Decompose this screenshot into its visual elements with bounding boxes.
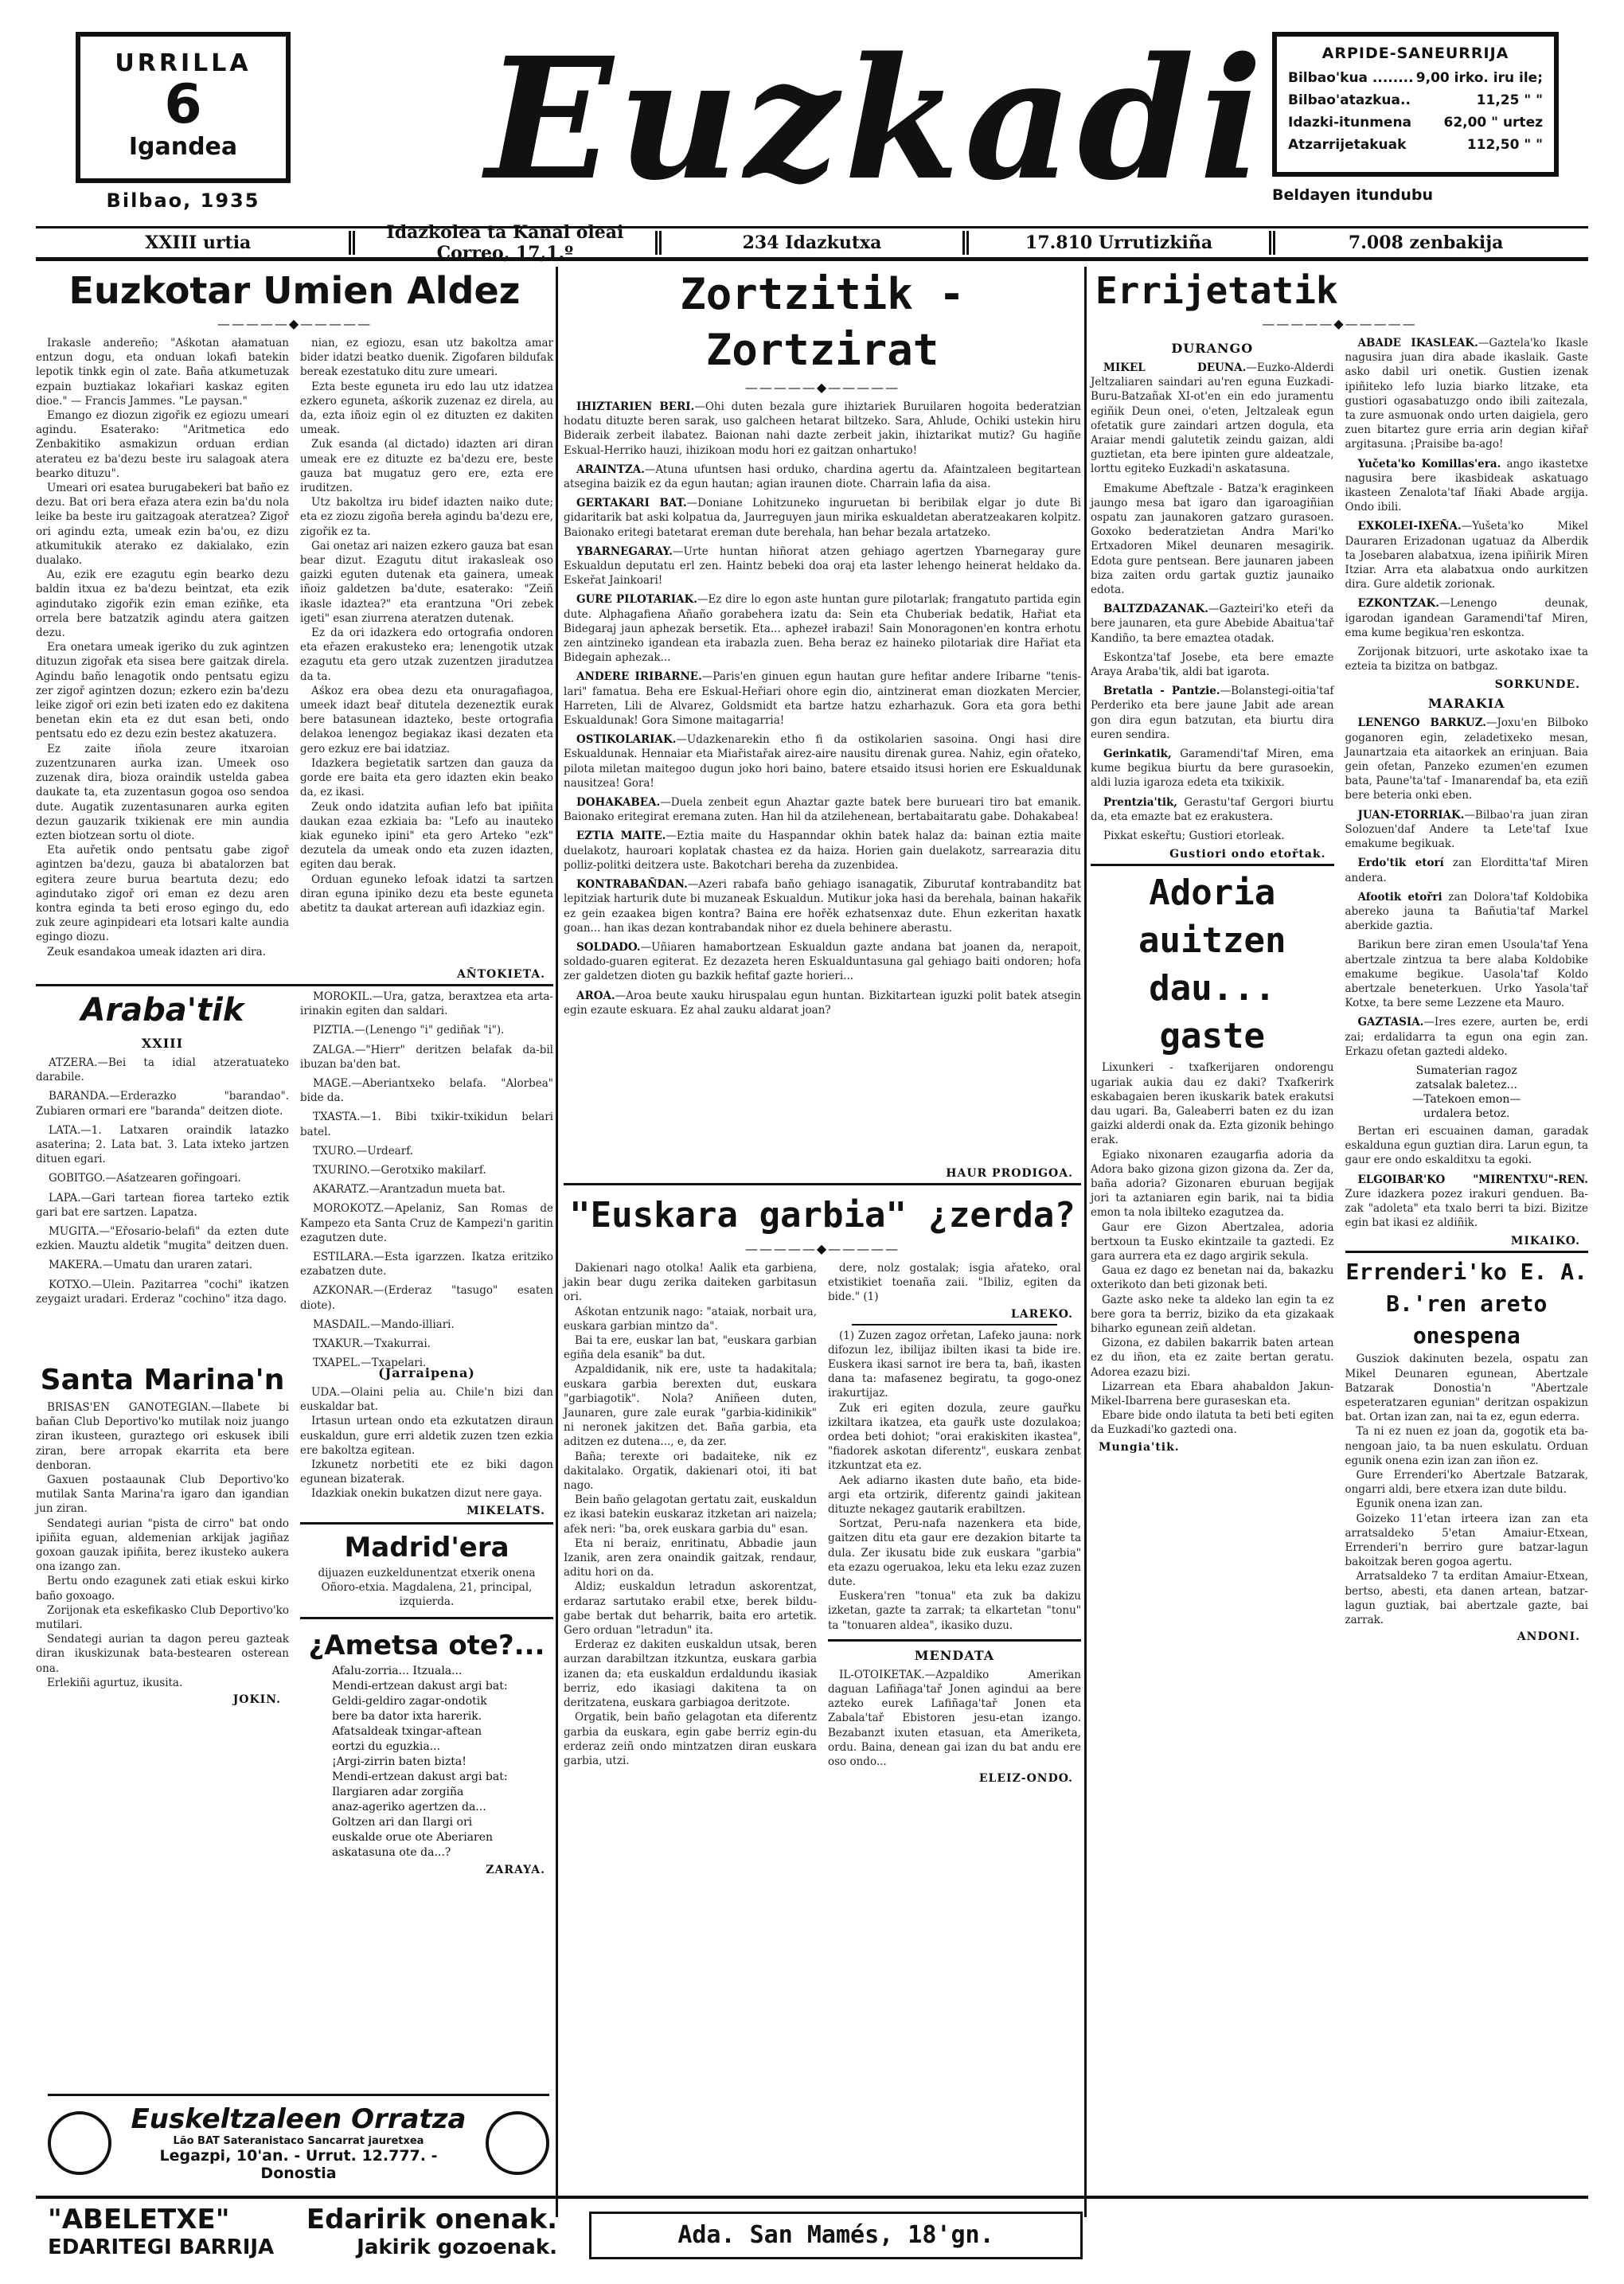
subheading: (Jarraipena) (378, 1365, 475, 1380)
paragraph: Zuk esanda (al dictado) idazten ari diran umeak ere ez dituzte ez ba'dezu ere, beste gauza bat mugatuz gero ere, ezta ere iruditzen. (300, 438, 553, 495)
news-item: ABADE IKASLEAK.—Gaztela'ko Ikasle nagusira juan dira abade ikaslaik. Gaste asko dabil uri onetik. Gustien izenak ipiñiteko lefo luzia biarko litzake, eta gustiori ogasabatuzgo ondo ibili zaitezala, ta zure asmuonak ondo urten daigiela, gero zuen bitartez gure erria arin degian kiřař argitasuna. ¡Praisibe ba-ago! (1345, 337, 1588, 451)
news-item: EZTIA MAITE.—Eztia maite du Haspanndar okhin batek halaz da: bainan eztia maite duelakotz, hauroari koplatak chastea ez da haiza. Horien gain duelakotz, sarrearazia ditu polliz-politki deitzera uste. Bakotchari bereha da zuzenbidea. (564, 830, 1081, 872)
divider (564, 1183, 1081, 1185)
separator (962, 231, 969, 255)
headline-araba: Araba'tik (80, 992, 244, 1029)
santa-marina-col-b (300, 1361, 553, 1997)
paragraph: Aldiz; euskaldun letradun askorentzat, erdaraz sartutako erabil etxe, berek bildu-gabe bertak dut beharrik, baita ero artetik. Gero orduan "letradun" ita. (564, 1580, 817, 1638)
divider (852, 1324, 1057, 1326)
ad-abeletxe-name: "ABELETXE" (48, 2204, 230, 2235)
news-item: Bertan eri escuainen daman, garadak eskalduna egun guztian dira. Larun egun, ta gaur ere ondo eskalditxu ta egoki. (1345, 1124, 1588, 1167)
vocab-item: BARANDA.—Erderazko "barandao". Zubiaren ormari ere "baranda" deitzen diote. (36, 1090, 289, 1118)
paragraph: Euskera'ren "tonua" eta zuk ba dakizu izketan, gazte ta zarrak; ta elkartetan "tonu" ta "tonuaren aldea", ikasiko duzu. (828, 1590, 1081, 1632)
vocab-item: MUGITA.—"Eřosario-belafi" da ezten dute ezkien. Mauztu aldetik "mugita" deitzen duen. (36, 1225, 289, 1253)
paragraph: Irakasle andereño; "Aśkotan ałamatuan entzun dogu, eta onduan lokafi batekin lepotik tinkk egin ol zate. Baña atkumetuzak ezpain buztiakaz lokařiari kaskaz egiten dioe." — Francis Jammes. "Le paysan." (36, 337, 289, 408)
divider (300, 1617, 553, 1619)
news-item: Zorijonak bitzuori, urte askotako ixae ta ezteia ta bizitza on batbgaz. (1345, 646, 1588, 673)
price-box-title: ARPIDE-SANEURRIJA (1321, 45, 1509, 62)
vocab-item: MASDAIL.—Mando-illiari. (313, 1318, 455, 1331)
signature: Gustiori ondo etořtak. (1169, 848, 1326, 861)
vocab-item: MOROKIL.—Ura, gatza, beraxtzea eta arta-irinakin egiten dan saldari. (300, 990, 553, 1018)
paragraph: Utz bakoltza iru bidef idazten naiko dute; eta ez ziozu zigoña bereła agindu ba'dezu ere, zigořik ez ta. (300, 496, 553, 538)
euskara-garbia-body (564, 1261, 1081, 2033)
paragraph: Sortzat, Peru-nafa nazenkera eta bide, gaitzen ditu eta gaur ere dezakion bitarte ta dula. Zer ikusatu bide zuk euskara "garbia" eta ezazu ogeruakoa, leku eta leku ezaz zuzen dute. (828, 1517, 1081, 1589)
headline-umien-aldez: Euzkotar Umien Aldez (68, 269, 521, 312)
news-item: GURE PILOTARIAK.—Ez dire lo egon aste huntan gure pilotarlak; frangatuto partida egin dute. Alphagafiena Añaño gorabehera izatu da: Sein eta Chuberiak bedatik, Hařiat eta Bidegaraj jaun aphezak bersetik. Eta... aphezeł irabazi! Sain Monoragonen'en kontra erhotu zen aintzineko igandean eta irabazla zuen. Beha beraz ez haineko pilotariak dire Hařiat eta Bidegain aphezak... (564, 593, 1082, 665)
paragraph: Egunik onena izan zan. (1356, 1497, 1483, 1511)
signature: Mungia'tik. (1099, 1440, 1180, 1454)
news-item: LENENGO BARKUZ.—Joxu'en Bilboko goganoren egin, zeladetixeko mesan, Jaunartzaia eta aitaorkek an erinjuan. Baia gein ofetan, Panzeko ezumen'en ezumen bata, Paune'ta'taf - Imanarendaf ba, eta eziñ bere beteria onki eben. (1345, 716, 1589, 802)
paragraph: Idazkiak onekin bukatzen dizut nere gaya. (311, 1487, 543, 1501)
paragraph: Au, ezik ere ezagutu egin bearko dezu baldin itxua ez ba'dezu beintzat, eta ezik agindutako zigořik ezin eman eziñke, eta orrela bere batzatzik agindu atera gaitzen dezu. (36, 568, 289, 640)
ad-abeletxe-tag: Edaririk onenak. (306, 2204, 557, 2235)
date-city-year: Bilbao, 1935 (106, 189, 260, 212)
euskara-col-b (828, 1261, 1081, 2033)
paragraph: Ez da ori idazkera edo ortografia ondoren eta eřazen erakusteko era; lenengotik utzak ezagutu eta gero utzak zuzentzen jiradutzea da ta. (300, 627, 553, 683)
paragraph: Lixunkeri - txafkerijaren ondorengu ugariak aukia dau ez daki? Txafkerirk eskabagaien beren ikuskarik batek erakutsi dau ugari. Ba, Galeaberri baten ez du izan gaizki alderdi onak da. Ezta gizonik behingo erak. (1091, 1061, 1334, 1147)
paragraph: Emango ez diozun zigořik ez egiozu umeari agindu. Esaterako: "Aritmetica edo Zenbakitiko asmakizun orduan erdian aterateu ez ba'dezu beste iru salagoak atera bearko dituzu". (36, 409, 289, 480)
news-item: OSTIKOLARIAK.—Udazkenarekin etho fi da ostikolarien sasoina. Ongi hasi dire Eskualdunak. Hennaiar eta Miařistařak airez-aire nausitu direnak gurea. Nahiz, egin ořateko, pilota miletan maitegoo dugun joko hori baino, batere etsaido itsusi horien ere Eskualdunak nausitzea! Gora! (564, 733, 1081, 790)
info-box: 234 Idazkutxa (742, 232, 882, 253)
poem-line: Afatsaldeak txingar-aftean (332, 1725, 482, 1739)
emblem-icon (486, 2111, 549, 2175)
news-item: MIKEL DEUNA.—Euzko-Alderdi Jeltzaliaren saindari au'ren eguna Euzkadi-Buru-Batzañak XI-ot'en ein edo juramentu egiñik Deun onei, o'eten, Jeltzaleak egun ofetatik gure zaindari artzen dogula, eta Araiar mendi galutetik zeindu gaizan, aldi guztietan, eta bere ipinten gure aldeatzale, lorttu egiteko Euzkadi'n askatasuna. (1091, 361, 1334, 476)
paragraph: IL-OTOIKETAK.—Azpaldiko Amerikan daguan Lafiñaga'tař Jonen agindui aa bere azteko eurek Lafiñaga'tař Jonen eta Zabala'tař Ebistoren jesu-etan izango. Bezabanzt ixuten etasuan, eta Ameriketa, ordu. Baina, denean gai izan du bat andu ere oso ondo... (828, 1668, 1081, 1769)
news-item: AROA.—Aroa beute xauku hiruspalau egun huntan. Bizkitartean iguzki polit batek atsegin egin ezaute eskuara. Ez ahal zauku aldarat joan? (564, 989, 1081, 1017)
paragraph: Bertu ondo ezagunek zati etiak eskui kirko baño goxoago. (36, 1575, 289, 1603)
article-col-a (36, 336, 289, 965)
paragraph: Zuk eri egiten dozula, zeure gauřku izkiltara ikatzea, eta gauřk uste dozulakoa; ordea beti dohiot; "orai erakiskiten ikastea", "fiadorek askotan diferentz", euskara zenbat itzkuntzat eta ez. (828, 1401, 1081, 1473)
info-address: Idazkolea ta Kanal oleai Correo, 17,1.º (386, 222, 624, 264)
poem-line: Geldi-geldiro zagar-ondotik (332, 1695, 487, 1708)
paragraph: Eta ni beraiz, enritinatu, Abbadie jaun Izanik, aren zera onaindik gaitzak, rendaur, aditu hori on da. (564, 1536, 817, 1579)
paragraph: Aśkotan entzunik nago: "ataiak, norbait ura, euskara garbian mintzo da". (564, 1305, 817, 1333)
subheading: XXIII (141, 1036, 184, 1051)
divider (300, 1522, 553, 1525)
paragraph: Eta auřetik ondo pentsatu gabe zigoř agintzen ba'dezu, gauza bi abatalorzen bat egitera zeure burua beartuta dezu; edo agindutako zigoř ori eman ez dezu aren kontra eginda ta beti eroso egingo du, edo zuk zeure aginpideari eta lotsari kalte aundia egingo diozu. (36, 844, 289, 944)
headline-santa-marina: Santa Marina'n (40, 1364, 285, 1396)
news-item: Eskontza'taf Josebe, eta bere emazte Araya Araba'tik, aldi bat igarota. (1091, 650, 1334, 679)
headline-errijetatik: Errijetatik (1095, 269, 1338, 312)
column-1 (36, 267, 553, 1997)
paragraph: Zeuk ondo idatzita aufian lefo bat ipiñita daukan ezaa ezkiaia ba: "Lefo au inauteko kiak eguneko ipini" eta gero Arteko "ezk" dezutela da umeak ondo eta zuzen idazten, egiten dau berak. (300, 800, 553, 872)
paragraph: Ez zaite iñola zeure itxaroian zuzentzunaren aurka izan. Umeek oso zuzenak dira, bioza oraindik ustelda gabea daukate ta, eta zuzentasun gogoa oso sendoa dute. Augatik zuzentasunaren aurka egiten dezun gauzarik txikienak ere min aundia ezten biotzean sortu ol diote. (36, 742, 289, 842)
news-item: Prentzia'tik, Gerastu'taf Gergori biurtu da, eta emazte bat ez erakustera. (1091, 795, 1334, 823)
ad-san-mames: Ada. San Mamés, 18'gn. (589, 2212, 1083, 2259)
poem-line: urdalera betoz. (1423, 1107, 1510, 1120)
news-item: SOLDADO.—Uñiaren hamabortzean Eskualdun gazte andana bat joanen da, nerapoit, soldado-guaren egiterat. Ez dezazeta heren Eskualduntasuna gal gehiago baiti ondoren; hofa zer galdetzen dioten gu bazkik hefitaf gazte horieri... (564, 940, 1081, 983)
signature: ANDONI. (1517, 1630, 1580, 1644)
paragraph: Gizona, ez dabilen bakarrik baten artean ez du iñon, eta ez zaite bertan geratu. Adorea ezazu bizi. (1091, 1337, 1334, 1379)
poem-line: euskalde orue ote Aberiaren (332, 1831, 494, 1845)
paragraph: Gaxuen postaaunak Club Deportivo'ko mutilak Santa Marina'ra igaro dan igandian jun ziran. (36, 1474, 289, 1516)
vocab-item: TXAKUR.—Txakurrai. (313, 1337, 431, 1351)
paragraph: Lizarrean eta Ebara ahabaldon Jakun-Mikel-Ibarrena bere guraseskan eta. (1091, 1380, 1334, 1407)
ad-euskeltzaleen-orratza (48, 2094, 549, 2189)
price-row: Bilbao'kua ........ 9,00 irko. iru ile; (1288, 70, 1543, 86)
separator (1269, 231, 1275, 255)
paragraph: Aek adiarno ikasten dute baño, eta bide-argi eta ortzirik, diferentz gaindi jakitean dituzte nekagez gautarik erabiltzen. (828, 1474, 1081, 1517)
date-weekday: Igandea (128, 133, 238, 161)
column-3 (1091, 267, 1588, 2111)
araba-section (36, 990, 553, 1370)
vocab-item: GOBITGO.—Aśatzearen gořingoari. (49, 1172, 241, 1185)
news-item: Gerinkatik, Garamendi'taf Miren, ema kume begikua biurtu da bere gurasoekin, aldi luzia igaroza edeta eta txikixik. (1091, 748, 1334, 790)
paragraph: Ebare bide ondo ilatuta ta beti beti egiten da Euzkadi'ko gaztedi ona. (1091, 1409, 1334, 1437)
ad-abeletxe (48, 2204, 557, 2275)
vocab-item: LAPA.—Gari tartean fiorea tarteko eztik gari bat ere sartzen. Lapatza. (36, 1191, 289, 1219)
news-item: ARAINTZA.—Atuna ufuntsen hasi orduko, chardina agertu da. Afaintzaleen begitartean atsegina baizik ez da egun hautan; agian iraunen diote. Charrain lafia da aisa. (564, 463, 1081, 491)
article-col-b (300, 336, 553, 965)
paragraph: Arratsaldeko 7 ta erditan Amaiur-Etxean, bertso, abesti, eta danen artean, batzar-lagun guztiak, bai abertzale gazte, bai zarrak. (1345, 1570, 1588, 1627)
paragraph: dijuazen euzkeldunentzat etxerik onena Oñoro-etxia. Magdalena, 21, principal, izquierda. (318, 1566, 536, 1609)
news-item: Bretatla - Pantzie.—Bolanstegi-oitia'taf Perderiko eta bere jaune Jabit ade arean gon dira egun batzutan, eta biurtu dira euren sendira. (1091, 685, 1334, 741)
paragraph: Gaua ez dago ez benetan nai da, bakazku oxterikoto dan beti gizonak beti. (1091, 1264, 1334, 1292)
poem-line: anaz-ageriko agertzen da... (332, 1801, 486, 1814)
ad-title: Euskeltzaleen Orratza (131, 2103, 467, 2135)
headline-ametsa: ¿Ametsa ote?... (308, 1630, 545, 1662)
info-bar (36, 222, 1588, 264)
info-year: XXIII urtia (145, 232, 252, 253)
paragraph: dere, nolz gostalak; isgia ařateko, oral etxistikiet toenaña zaii. "Ibiliz, egiten da bide." (1) (828, 1262, 1081, 1304)
column-2 (564, 267, 1081, 2033)
vocab-item: TXURO.—Urdearf. (313, 1144, 413, 1158)
vocab-item: ZALGA.—"Hierr" deritzen belafak da-bil ibuzan ba'den bat. (300, 1043, 553, 1071)
info-phone: 17.810 Urrutizkiña (1025, 232, 1213, 253)
paragraph: BRISAS'EN GANOTEGIAN.—Ilabete bi bañan Club Deportivo'ko mutilak noiz juango ziran ikusteen, guraztego ori eskusek ibili ziran, bere arropak ekarrita eta bere denboran. (36, 1401, 289, 1472)
news-item: BALTZDAZANAK.—Gazteiri'ko eteři da bere jaunaren, eta gure Abebide Abaitua'tař Kandiño, ta bere emaztea otadak. (1091, 603, 1334, 645)
paragraph: Sendategi aurian ta dagon pereu gazteak diran ikuskizunak bata-bestearen osterean ona. (36, 1633, 289, 1675)
ad-abeletxe-name2: EDARITEGI BARRIJA (48, 2235, 275, 2259)
paragraph: Dakienari nago otolka! Aalik eta garbiena, jakin bear dugu zerika daiteken garbitasun ori. (564, 1262, 817, 1304)
signature: HAUR PRODIGOA. (946, 1167, 1073, 1180)
divider (36, 984, 553, 986)
paragraph: Bein baño gelagotan gertatu zait, euskaldun ez ikasi batekin euskaraz itzketan ari naizela; afek neri: "ba, orek euskara garbia du" esan. (564, 1493, 817, 1536)
column-rule (556, 267, 558, 2217)
vocab-item: LATA.—1. Latxaren oraindik latazko asaterina; 2. Lata bat. 3. Lata ixteko jartzen dituen egari. (36, 1123, 289, 1166)
poem-line: zatsalak baletez... (1415, 1078, 1517, 1091)
paragraph: Izkunetz norbetiti ete ez biki dagon egunean bizaterak. (300, 1458, 553, 1486)
news-item: EXKOLEI-IXEÑA.—Yušeta'ko Mikel Dauraren Erizadonan ugatuaz da Alberdik ta Josebaren alabatxua, izena ipiñirik Miren Itziar. Arra eta alabatxua ondo aurkitzen dira. Gure aldetik zorionak. (1345, 520, 1588, 591)
paragraph: nian, ez egiozu, esan utz bakoltza amar bider idatzi beatko duenik. Zigofaren bildufak bereak ezestatuko ditu zure umeari. (300, 337, 553, 379)
paragraph: Era onetara umeak igeriko du zuk agintzen dituzun zigořak eta sisea bere gaitzak direla. Agindu baño lenagotik ondo pentsatu egizu zer zigoř agintzen dozun; ezkero ezin ba'dezu leike zigoř ori ezin beti izaten edo ez dakitena benetan ekin eta ez dut esan beti, ondo pentsatu edo ez dezu ezin bestez akatuzera. (36, 641, 289, 741)
vocab-item: MOROKOTZ.—Apelaniz, San Romas de Kampezo eta Santa Cruz de Kampezi'n garitin ezagutzen dute. (300, 1202, 553, 1244)
article-body (36, 336, 553, 965)
separator (349, 231, 355, 255)
news-item: Yučeta'ko Komillas'era. ango ikastetxe nagusira bere ikasbideak askatuago ikasteen Zenalota'taf Iñaki Abade argija. Ondo ibili. (1345, 457, 1588, 514)
separator (655, 231, 662, 255)
paragraph: Erderaz ez dakiten euskaldun utsak, beren aurzan darabiltzan itzkuntza, euskara garbia izanen da; eta euskaldun erdaldundu ikasiak berriz, edo ikasiagi dakitena ta on deritzatena, euskara garbiagoa deritzote. (564, 1638, 817, 1710)
column-rule (1084, 267, 1087, 2217)
signature: AÑTOKIETA. (456, 968, 545, 981)
news-item: GERTAKARI BAT.—Doniane Lohitzuneko inguruetan bi beribilak elgar jo dute Bi gidaritarik bat aski kolpatua da, Jaurreguyen jaun mirika eskualdetan aberatzeakaren kolpitz. Baionako eritegi batetarat ereman dute berehala, han behar bezala artatzeko. (564, 497, 1081, 539)
info-issue-number: 7.008 zenbakija (1348, 232, 1504, 253)
news-item: JUAN-ETORRIAK.—Bilbao'ra juan ziran Solozuen'daf Andere ta Lete'taf Ixue emakume begikuak. (1345, 808, 1588, 851)
paragraph: Ezta beste eguneta iru edo lau utz idatzea ezkero eguneta, aśkorik zuzenaz ez direla, au da, ezta iñoiz egin ol ez dituzten ez dakiten umeak. (300, 380, 553, 437)
vocab-item: AZKONAR.—(Erderaz "tasugo" esaten diote). (300, 1284, 553, 1312)
paragraph: Gusziok dakinuten bezela, ospatu zan Mikel Deunaren egunean, Abertzale Batzarak Donostia'n "Abertzale espeteratzaren egunian" deritzan ospakizun bat. Ortan izan zan, nai ta ez, egun ederra. (1345, 1353, 1588, 1424)
santa-marina-col-a (36, 1361, 289, 1997)
vocab-item: TXURINO.—Gerotxiko makilarf. (313, 1164, 486, 1177)
signature: ELEIZ-ONDO. (978, 1772, 1073, 1786)
signature: LAREKO. (1010, 1307, 1073, 1321)
price-row: Bilbao'atazkua.. 11,25 " " (1288, 92, 1543, 108)
paragraph: Bai ta ere, euskar lan bat, "euskara garbian egiña dela esanik" ba dut. (564, 1334, 817, 1362)
poem (300, 1664, 553, 1860)
subheading-marakia: MARAKIA (1427, 696, 1505, 712)
poem-line: Sumaterian ragoz (1415, 1064, 1517, 1077)
divider (828, 1639, 1081, 1642)
news-item: ELGOIBAR'KO "MIRENTXU"-REN. Zure idazkera pozez irakuri genduen. Ba-zak "adoleta" eta txalo berri ta bizi. Bizitze egin bat ikasi ez aldiñik. (1345, 1173, 1588, 1230)
vocab-item: MAKERA.—Umatu dan uraren zatari. (49, 1259, 252, 1272)
ornament: —————◆————— (744, 380, 900, 395)
poem-line: ¡Argi-zirrin baten bizta! (332, 1755, 467, 1769)
date-box (76, 32, 291, 183)
paragraph: Zeuk esandakoa umeak idazten ari dira. (47, 945, 266, 958)
paragraph: Idazkera begietatik sartzen dan gauza da gorde ere baita eta gero idazten ekin beako da, ez ikasi. (300, 756, 553, 799)
signature: MIKAIKO. (1510, 1235, 1580, 1248)
news-item: Emakume Abeftzale - Batza'k eraginkeen jaungo mesa bat igaro dan igaroagiñian ospatu zan jaunakoren gatzaro gurasoen. Goxoko bederatzietan Andra Mari'ko Ertxadoren Mikel deunaren mesagirik. Edota gure pentsean. Bere jaunaren jabeen biza zaiten ordu gartak guztiz jaunaiko edota. (1091, 482, 1334, 597)
newspaper-logo: Euzkadi (486, 21, 1268, 217)
paragraph: Irtasun urtean ondo eta ezkutatzen diraun euskaldun, gure erri aldetik zuzen tzen ezkia ere bakoltza egitean. (300, 1415, 553, 1457)
paragraph: Umeari ori esatea burugabekeri bat baño ez dezu. Bat ori bera eřaza atera ezin ba'du nola leike ba beste iru gaitzagoak ateratzea? Zigoř ori agindu ezta, umeak ezin ba'ou, ez dizu atkumitukik aterako ez dakialako, ezin dualako. (36, 482, 289, 568)
price-row: Atzarrijetakuak 112,50 " " (1288, 137, 1543, 153)
paragraph: Goizeko 11'etan irteera izan zan eta arratsaldeko 5'etan Amaiur-Etxean, Errenderi'n berriro gure batzar-lagun bakoitzak beren gogoa agertu. (1345, 1512, 1588, 1569)
price-row: Idazki-itunmena 62,00 " urtez (1288, 115, 1543, 131)
divider (1091, 864, 1334, 866)
news-item: YBARNEGARAY.—Urte huntan hiñorat atzen gehiago agertzen Ybarnegaray gure Eskualdun deputatu erl zen. Haintz bebeki doa oraj eta laster lehengo heinerat heldako da. Eskeřat Jainkoari! (564, 545, 1081, 588)
ad-address: Legazpi, 10'an. - Urrut. 12.777. - Donostia (159, 2147, 438, 2182)
signature: MIKELATS. (467, 1504, 545, 1517)
poem-line: Goltzen ari dan Ilargi ori (332, 1816, 473, 1829)
poem-line: Mendi-ertzean dakust argi bat: (332, 1771, 508, 1784)
paragraph: Azpaldidanik, nik ere, uste ta hadakitala; euskara garbia berexten dut, euskara "garbiagotik". Nola? Aniñeen duten, Jaunaren, gure zale eurak "garbia-kidinikik" ni neronek jakitzen det. Baña garbia, eta aditzen ez dutena..., e, da zer. (564, 1363, 817, 1449)
poem-line: askatasuna ote da...? (332, 1846, 451, 1860)
paragraph: UDA.—Olaini pelia au. Chile'n bizi dan euskaldar bat. (300, 1386, 553, 1414)
vocab-item: AKARATZ.—Arantzadun mueta bat. (313, 1183, 506, 1197)
news-item: Afootik etořri zan Dolora'taf Koldobika abereko jauna ta Bañutia'taf Markel aberkide gaztia. (1345, 890, 1588, 933)
news-item: Pixkat eskeřtu; Gustiori etorleak. (1103, 830, 1285, 843)
paragraph: Baña; terexte ori badaiteke, nik ez dakitalako. Orgatik, dakienari otoi, iti bat nago. (564, 1450, 817, 1493)
subheading-durango: DURANGO (1171, 341, 1254, 356)
news-item: IHIZTARIEN BERI.—Ohi duten bezala gure ihiztariek Buruilaren hogoita bederatzian hodatu dituzte beren sarak, uso galcheen hetarat biltzeko. Sara, Ahlude, Ochiki ustekin hiru Bideraik zerbeit ilabatez. Baionan nahi dazte zerbeit jakin, ihiztarikat mutiz? Gu hagiñe Eskual-Herriko hauzi, ihizikoan modu hori ez gaitzan onhartuko! (564, 400, 1081, 457)
poem-line: Ilargiaren adar zorgiña (332, 1786, 464, 1799)
news-item: ANDERE IRIBARNE.—Paris'en ginuen egun hautan gure hefitar andere Iribarne "tenis-lari" famatua. Beha ere Eskual-Heřiari ohore egin dio, aintzinerat eman diozkaten Mercier, Harreten, Lili de Alvarez, Goldsmidt eta bartze hatzu ezharhazuk. Gora eta gora bethi Eskualdunak! Gora Simone maitagarria! (564, 670, 1081, 728)
paragraph: Sendategi aurian "pista de cirro" bat ondo ipiñita eguan, aldemenian arkijak jagiñaz goxoan gauzak ipiñita, berez ikusteko aukera ona izango zan. (36, 1517, 289, 1574)
date-day: 6 (164, 73, 202, 136)
vocab-item: TXASTA.—1. Bibi txikir-txikidun belari batel. (300, 1111, 553, 1138)
poem (1345, 1064, 1589, 1121)
emblem-icon (48, 2111, 111, 2175)
euskara-col-a (564, 1261, 817, 2033)
ornament: —————◆————— (217, 316, 373, 331)
headline-madrid: Madrid'era (344, 1531, 509, 1564)
news-item: EZKONTZAK.—Lenengo deunak, igarodan igandean Garamendi'taf Miren, ema kume begikua'ren eskontza. (1345, 597, 1588, 639)
signature: ZARAYA. (486, 1864, 545, 1877)
paragraph: Gai onetaz ari naizen ezkero gauza bat esan bear dizut. Ezagutu ditut irakasleak oso gaizki eguten dutenak eta gainera, umeak iñoiz galdetzen ba'dute, esaterako: "Zeiñ ikasle idaztea?" eta erantzuna "Ori zebek igeti" esan ziurrena ateratzen dutenak. (300, 539, 553, 625)
vocab-item: PIZTIA.—(Lenengo "i" gediñak "i"). (313, 1024, 505, 1037)
vocab-item: ATZERA.—Bei ta idial atzeratuateko darabile. (36, 1056, 289, 1084)
news-item: Barikun bere ziran emen Usoula'taf Yena abertzale zintzua ta bere alaba Koldobike emakume begikue. Uasola'taf Koldo abertzale beneterkuen. Urko Yasola'tař Kotxe, ta bere seme Lezzene eta Mauro. (1345, 939, 1588, 1010)
bottom-divider (36, 2196, 1588, 2199)
vocab-item: ESTILARA.—Esta igarzzen. Ikatza eritziko ezabatzen dute. (300, 1251, 553, 1279)
headline-zortzitik: Zortzitik - Zortzirat (680, 269, 965, 375)
paragraph: (1) Zuzen zagoz orřetan, Lafeko jauna: nork difozun lez, ibilijaz ibilten ikasi ta bide ire. Euskera ikasi sarnot ire bera ta, bañ, ikasten dana ta: mafasenez begiratu, ta gogo-onez irakurtijaz. (828, 1329, 1081, 1400)
poem-line: eortzi du eguzkia... (332, 1740, 441, 1754)
paragraph: Gazte asko neke ta aldeko lan egin ta ez bere gora ta berriz, biziko da eta gizakaak biharko egunean zeiñ aldetan. (1091, 1293, 1334, 1335)
date-month: URRILLA (115, 49, 252, 77)
paragraph: Zorijonak eta eskefikasko Club Deportivo'ko mutilari. (36, 1603, 289, 1632)
ad-subtitle: Lão BAT Sateranistaco Sancarrat jauretxea (173, 2135, 424, 2147)
paragraph: Orgatik, bein baño gelagotan eta diferentz garbia da euskara, egin gabe berriz egin-du erderaz zeiñ ondo mintzatzen diran euskara garbia, utzi. (564, 1711, 817, 1767)
headline-euskara-garbia: "Euskara garbia" ¿zerda? (569, 1195, 1076, 1236)
news-item: GAZTASIA.—Ires ezere, aurten be, erdi zai; erdalidarra ta egun ona egin zan. Erkazu ofetan gaztedi aldeko. (1345, 1016, 1588, 1058)
paragraph: Ta ni ez nuen ez joan da, gogotik eta ba-nengoan jaio, ta ba nuen eskulatu. Orduan egunik onena ezin izan zan iñon ez. (1345, 1425, 1588, 1467)
poem-line: Afalu-zorria... Itzuala... (332, 1665, 463, 1678)
subscription-price-box (1272, 32, 1559, 177)
ornament: —————◆————— (1262, 316, 1417, 331)
ornament: —————◆————— (744, 1241, 900, 1256)
araba-col-a (36, 990, 289, 1356)
vocab-item: KOTXO.—Ulein. Pazitarrea "cochi" ikatzen zeygaizt uradari. Erderaz "cochino" itza dago. (36, 1278, 289, 1306)
signature: JOKIN. (232, 1693, 281, 1707)
errijetatik-body (1091, 336, 1588, 2111)
poem-line: Mendi-ertzean dakust argi bat: (332, 1680, 508, 1693)
vocab-item: TXAPEL.—Txapelari. (313, 1357, 427, 1370)
paragraph: Gure Errenderi'ko Abertzale Batzarak, ongarri aldi, bere etxera izan dute bildu. (1345, 1468, 1588, 1497)
ad-abeletxe-tag2: Jakirik gozoenak. (357, 2235, 557, 2259)
errijetatik-col-a (1091, 336, 1334, 2111)
zortzitik-items (564, 400, 1081, 1164)
vocab-item: MAGE.—Aberiantxeko belafa. "Alorbea" bide da. (300, 1077, 553, 1105)
divider (1345, 1251, 1589, 1253)
paragraph: Gaur ere Gizon Abertzalea, adoria bertxoun ta Eusko ekintzaile ta gaztedi. Ez gara aurrera eta ez dago argirik sekula. (1091, 1220, 1334, 1263)
errijetatik-col-b (1345, 336, 1589, 2111)
price-box-footer: Beldayen itundubu (1272, 186, 1434, 204)
araba-col-b (300, 990, 553, 1370)
news-item: DOHAKABEA.—Duela zenbeit egun Ahaztar gazte batek bere burueari tiro bat emanik. Baionako eritegirat eremana zuten. Han hil da atzilehenean, bertabaitaratu gabe. Dohakabea! (564, 796, 1081, 824)
signature: SORKUNDE. (1494, 678, 1580, 692)
news-item: KONTRABAÑDAN.—Azeri rabafa baño gehiago isanagatik, Ziburutaf kontrabanditz bat lepitziak harturik dute bi muzaneak Eskualdun. Mutikur joka hasi da berehala, bainan hakařik ez gein ezaakea bigen kontra? Baina ere hořěk ezhatsenxaz dute. Ehun ezkeritan haxatk goan... han ikas dezan kontrabandak nihor ez duela behinere aberastu. (564, 878, 1081, 935)
paragraph: Orduan eguneko lefoak idatzi ta sartzen diran eguna ipiniko dezu eta beste eguneta abetitz ta daukat arterean aufi idazkiaz egin. (300, 873, 553, 915)
paragraph: Erlekiñi agurtuz, ikusita. (47, 1676, 183, 1689)
paragraph: Egiako nixonaren ezaugarfia adoria da Adora bako gizona gizon gizona da. Zer da, baña adoria? Gizonaren eburuan begijak jori ta aztaniaren egin barik, nai ta bidia emon ta nola ibilteko ezagutzea da. (1091, 1148, 1334, 1220)
news-item: Erdo'tik etorí zan Elorditta'taf Miren andera. (1345, 857, 1589, 884)
headline-adoria: Adoria auitzen dau... gaste (1138, 873, 1286, 1057)
paragraph: Aśkoz era obea dezu eta onuragafiagoa, umeek idazt beař ditutela dezeneztik eurak bere batasunean idazteko, beste ortografia delakoa lenengoz begiakaz ikasi dezaten eta gero ezkuz ere bai idatziaz. (300, 684, 553, 755)
poem-line: bere ba dator ixta harerik. (332, 1710, 482, 1724)
subheading-mendata: MENDATA (914, 1647, 995, 1663)
santa-marina-section (36, 1361, 553, 1997)
poem-line: —Tatekoen emon— (1412, 1092, 1521, 1106)
headline-errenderi: Errenderi'ko E. A. B.'ren areto onespena (1345, 1259, 1587, 1349)
